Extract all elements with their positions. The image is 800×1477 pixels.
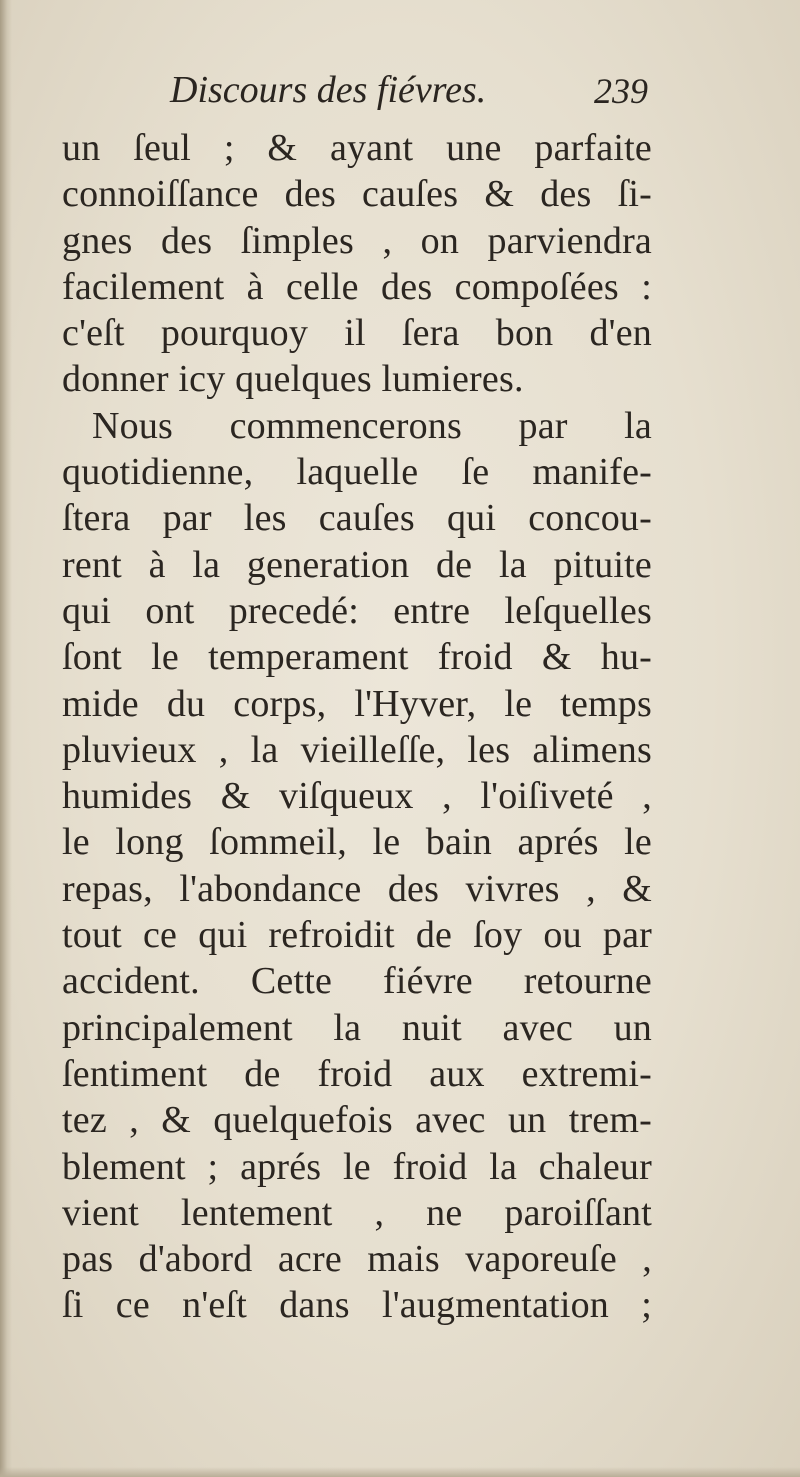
text-line: ſi ce n'eſt dans l'augmentation ;	[62, 1284, 652, 1327]
text-line: rent à la generation de la pituite	[62, 543, 652, 586]
text-line: donner icy quelques lumieres.	[62, 358, 524, 401]
running-title: Discours des fiévres.	[170, 69, 487, 111]
text-line: ſentiment de froid aux extremi-	[62, 1052, 652, 1095]
text-line: qui ont precedé: entre leſquelles	[62, 589, 652, 632]
text-line: vient lentement , ne paroiſſant	[62, 1191, 652, 1234]
text-line: Nous commencerons par la	[92, 404, 652, 447]
text-line: mide du corps, l'Hyver, le temps	[62, 682, 652, 725]
text-line: blement ; aprés le froid la chaleur	[62, 1145, 652, 1188]
page-gutter-shadow	[0, 0, 12, 1477]
text-line: pas d'abord acre mais vaporeuſe ,	[62, 1238, 652, 1281]
page-number: 239	[594, 71, 648, 111]
text-line: accident. Cette fiévre retourne	[62, 960, 652, 1003]
text-line: le long ſommeil, le bain aprés le	[62, 821, 652, 864]
text-line: tout ce qui refroidit de ſoy ou par	[62, 914, 652, 957]
text-line: facilement à celle des compoſées :	[62, 265, 652, 308]
text-line: humides & viſqueux , l'oiſiveté ,	[62, 775, 652, 818]
text-line: c'eſt pourquoy il ſera bon d'en	[62, 312, 652, 355]
page-header	[170, 68, 670, 128]
text-line: un ſeul ; & ayant une parfaite	[62, 127, 652, 169]
text-line: tez , & quelquefois avec un trem-	[62, 1099, 652, 1142]
body-text	[62, 125, 652, 1329]
text-line: gnes des ſimples , on parviendra	[62, 219, 652, 262]
text-line: quotidienne, laquelle ſe manife-	[62, 451, 652, 494]
text-line: principalement la nuit avec un	[62, 1006, 652, 1049]
text-line: repas, l'abondance des vivres , &	[62, 867, 652, 910]
text-line: connoiſſance des cauſes & des ſi-	[62, 173, 652, 216]
text-line: pluvieux , la vieilleſſe, les alimens	[62, 728, 652, 771]
page-bottom-edge	[0, 1467, 800, 1477]
text-line: ſont le temperament froid & hu-	[62, 636, 652, 679]
text-line: ſtera par les cauſes qui concou-	[62, 497, 652, 540]
